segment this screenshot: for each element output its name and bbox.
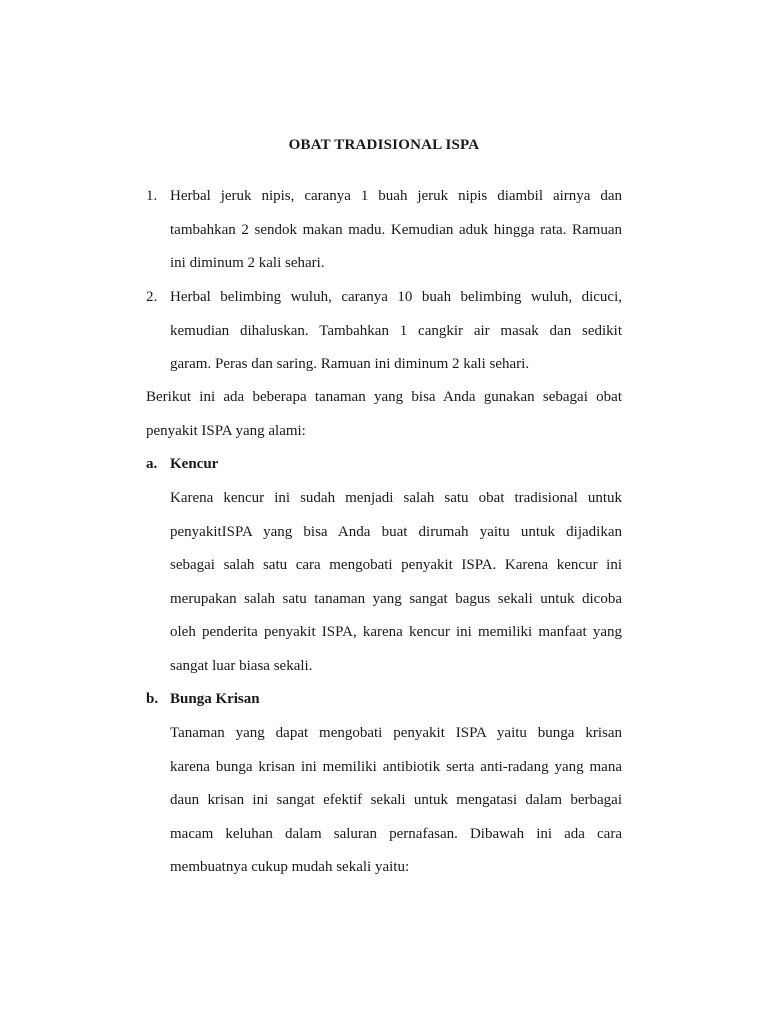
paragraph-line: Tanaman yang dapat mengobati penyakit ISPA yaitu bunga krisan (170, 725, 622, 741)
paragraph-line: karena bunga krisan ini memiliki antibiotik serta anti-radang yang mana (170, 758, 622, 775)
list-marker-2: 2. (146, 289, 158, 305)
paragraph-line: sebagai salah satu cara mengobati penyakit ISPA. Karena kencur ini (170, 557, 622, 574)
list-marker-1: 1. (146, 188, 158, 204)
paragraph-line: membuatnya cukup mudah sekali yaitu: (170, 859, 410, 876)
section-heading-bunga-krisan: Bunga Krisan (170, 691, 260, 707)
numbered-item-1 (170, 180, 622, 281)
paragraph-line: daun krisan ini sangat efektif sekali untuk mengatasi dalam berbagai (170, 792, 622, 809)
paragraph-line: merupakan salah satu tanaman yang sangat bagus sekali untuk dicoba (170, 590, 622, 607)
paragraph-line: sangat luar biasa sekali. (170, 657, 313, 674)
paragraph-line: Herbal belimbing wuluh, caranya 10 buah belimbing wuluh, dicuci, (170, 289, 622, 305)
paragraph-line: Herbal jeruk nipis, caranya 1 buah jeruk nipis diambil airnya dan (170, 188, 622, 204)
section-body-kencur (170, 482, 622, 684)
numbered-item-2 (170, 281, 622, 382)
section-marker-b: b. (146, 691, 159, 707)
paragraph-line: ini diminum 2 kali sehari. (170, 255, 325, 272)
paragraph-line: penyakitISPA yang bisa Anda buat dirumah yaitu untuk dijadikan (170, 523, 622, 540)
document-title: OBAT TRADISIONAL ISPA (288, 137, 480, 153)
section-marker-a: a. (146, 456, 158, 472)
section-heading-kencur: Kencur (170, 456, 219, 472)
paragraph-line: garam. Peras dan saring. Ramuan ini diminum 2 kali sehari. (170, 356, 530, 373)
paragraph-line: Berikut ini ada beberapa tanaman yang bisa Anda gunakan sebagai obat (146, 389, 622, 405)
paragraph-line: tambahkan 2 sendok makan madu. Kemudian aduk hingga rata. Ramuan (170, 221, 622, 238)
paragraph-line: oleh penderita penyakit ISPA, karena kencur ini memiliki manfaat yang (170, 624, 622, 641)
section-body-bunga-krisan (170, 717, 622, 885)
paragraph-line: macam keluhan dalam saluran pernafasan. Dibawah ini ada cara (170, 825, 622, 842)
paragraph-line: kemudian dihaluskan. Tambahkan 1 cangkir air masak dan sedikit (170, 322, 622, 339)
intro-paragraph (146, 381, 622, 448)
paragraph-line: Karena kencur ini sudah menjadi salah satu obat tradisional untuk (170, 490, 622, 506)
paragraph-line: penyakit ISPA yang alami: (146, 422, 306, 439)
